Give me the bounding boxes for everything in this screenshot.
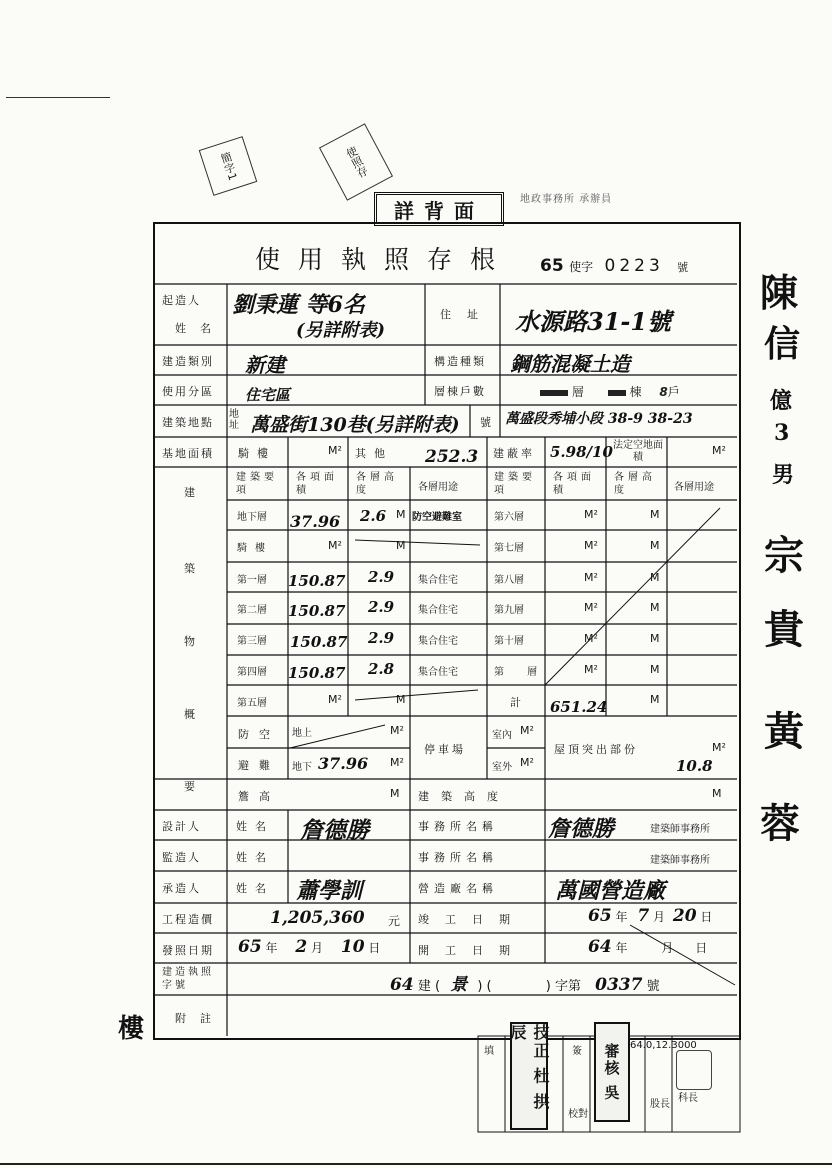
issue-date: [238, 937, 380, 957]
stamp-left-1: 簡字1: [199, 136, 258, 196]
label-builder: 起造人: [162, 294, 201, 307]
floor-label-7: 第七層: [494, 543, 524, 554]
right-margin-3: 億: [770, 388, 793, 414]
floor-height-1: 2.9: [368, 568, 395, 586]
label-coverage: 建蔽率: [493, 447, 535, 460]
total-label: 計: [510, 696, 523, 709]
permit-paren-open-1: (: [434, 979, 441, 994]
floor-label-6: 第六層: [494, 512, 524, 523]
households-unit: 戶: [667, 385, 680, 399]
category-value: 新建: [245, 353, 285, 377]
label-site-addr: 地址: [229, 409, 239, 431]
shelter-area-unit: M²: [712, 444, 726, 457]
footer-check: 簽: [572, 1046, 582, 1057]
floor-height-b1: 2.6: [360, 507, 387, 525]
unit-m2-5: M²: [328, 693, 342, 706]
label-lot: 號: [480, 416, 493, 429]
roof-unit: M²: [712, 741, 726, 754]
coverage-value: 5.98/10: [550, 443, 613, 461]
total-value: 651.24: [550, 698, 608, 716]
zone-value: 住宅區: [245, 386, 291, 404]
seal-small: [676, 1050, 712, 1090]
footer-proof: 校對: [568, 1109, 588, 1120]
parking-in-unit: M²: [520, 724, 534, 737]
floor-label-9: 第九層: [494, 605, 524, 616]
arcade-unit: M²: [328, 444, 342, 457]
unit-m-arcade: M: [396, 539, 406, 552]
buildings-unit: 棟: [629, 385, 642, 399]
floor-label-10: 第十層: [494, 636, 524, 647]
below-unit: M²: [390, 756, 404, 769]
footer-chief: 股長: [650, 1099, 670, 1110]
lot-value: 萬盛段秀埔小段 38-9 38-23: [505, 411, 693, 427]
permit-paren-close-2: ): [545, 979, 551, 994]
designer-name: 詹德勝: [300, 817, 369, 844]
form-title: 使用執照存根: [255, 245, 514, 274]
floor-label-1: 第一層: [237, 575, 267, 586]
right-margin-2: 信: [764, 323, 801, 365]
units-count: 8: [659, 385, 668, 399]
parking-in: 室內: [492, 730, 512, 741]
hdr-item-right: 建築要項: [494, 472, 536, 496]
floor-use-b1: 防空避難室: [412, 512, 462, 523]
unit-r-7a: M²: [584, 539, 598, 552]
contractor-firm: 萬國營造廠: [555, 878, 666, 904]
unit-r-8b: M: [650, 571, 660, 584]
issue-month-char: 月: [311, 941, 324, 955]
floors-scribble: [540, 390, 568, 396]
unit-r-9a: M²: [584, 601, 598, 614]
permit-number: 0337: [595, 975, 643, 995]
supervisor-label: 監造人: [162, 851, 201, 864]
floor-label-n: 第 層: [494, 667, 548, 678]
supervisor-office-label: 事務所名稱: [418, 851, 498, 864]
permit-char: 建: [417, 979, 431, 994]
label-floors-units: 層棟戶數: [434, 385, 486, 398]
unit-m2-arcade: M²: [328, 539, 342, 552]
finish-year-char: 年: [615, 910, 628, 924]
hdr-height-right: 各層高度: [614, 472, 656, 496]
other-value: 252.3: [425, 447, 479, 467]
issue-year-char: 年: [265, 941, 278, 955]
applicant-name: 劉秉蓮 等6名: [232, 292, 365, 318]
finish-day: 20: [672, 906, 697, 926]
below-label: 地下: [292, 762, 312, 773]
designer-label: 設計人: [162, 820, 201, 833]
unit-r-na: M²: [584, 663, 598, 676]
overview-side-2: 築: [184, 562, 197, 575]
start-year: 64: [588, 937, 612, 957]
finish-label: 竣工日期: [418, 913, 526, 926]
hdr-area-right: 各項面積: [553, 472, 595, 496]
margin-note: 樓: [118, 1014, 145, 1044]
unit-r-9b: M: [650, 601, 660, 614]
designer-name-label: 姓名: [236, 820, 274, 833]
hdr-use-left: 各層用途: [418, 482, 458, 493]
total-unit: M: [650, 693, 660, 706]
label-site: 建築地點: [162, 416, 214, 429]
finish-year: 65: [588, 906, 612, 926]
license-year: 65: [540, 256, 564, 276]
floor-area-b1: 37.96: [290, 512, 341, 531]
permit-year: 64: [390, 975, 414, 995]
permit-char-no: 字第: [554, 979, 581, 994]
above-label: 地上: [292, 728, 312, 739]
roof-value: 10.8: [676, 757, 713, 775]
hdr-use-right: 各層用途: [674, 482, 714, 493]
right-margin-4: 3: [774, 420, 790, 446]
contractor-name: 蕭學訓: [296, 878, 363, 904]
parking-label: 停車場: [424, 743, 466, 756]
issue-day: 10: [340, 937, 365, 957]
bldg-height-label: 建築高度: [418, 790, 510, 803]
permit-line: [390, 970, 660, 995]
start-year-char: 年: [615, 941, 628, 955]
label-zone: 使用分區: [162, 385, 214, 398]
floor-label-4: 第四層: [237, 667, 267, 678]
eave-label: 簷高: [238, 790, 280, 803]
finish-day-char: 日: [700, 910, 713, 924]
below-value: 37.96: [318, 754, 369, 773]
right-margin-1: 陳: [760, 270, 799, 315]
designer-office-label: 事務所名稱: [418, 820, 498, 833]
unit-m-b1: M: [396, 508, 406, 521]
floor-label-arcade: 騎樓: [237, 543, 273, 554]
label-base-area: 基地面積: [162, 447, 214, 460]
right-margin-8: 黃: [764, 708, 804, 755]
overview-side-3: 物: [184, 635, 197, 648]
issue-year: 65: [238, 937, 262, 957]
buildings-scribble: [608, 390, 626, 396]
unit-r-nb: M: [650, 663, 660, 676]
footer-ref-code: 64.0,12.3000: [630, 1040, 697, 1051]
finish-date: [588, 906, 712, 926]
supervisor-name-label: 姓名: [236, 851, 274, 864]
unit-r-6a: M²: [584, 508, 598, 521]
floor-label-2: 第二層: [237, 605, 267, 616]
label-arcade: 騎樓: [238, 447, 276, 460]
applicant-address: 水源路31-1號: [515, 307, 672, 336]
cost-value: 1,205,360: [270, 908, 365, 928]
floors-unit: 層: [571, 385, 584, 399]
unit-r-10b: M: [650, 632, 660, 645]
parking-out-unit: M²: [520, 756, 534, 769]
permit-label: 建造執照字號: [162, 967, 214, 991]
start-date: [588, 937, 707, 957]
contractor-name-label: 姓名: [236, 882, 274, 895]
unit-r-7b: M: [650, 539, 660, 552]
supervisor-office-suffix: 建築師事務所: [650, 855, 710, 866]
roof-label: 屋頂突出部份: [554, 743, 638, 756]
license-char: 使字: [569, 260, 594, 274]
license-suffix: 號: [677, 261, 689, 274]
unit-r-10a: M²: [584, 632, 598, 645]
stamp-section-chief: 技正 杜 拱辰: [510, 1022, 548, 1130]
designer-office: 詹德勝: [548, 816, 615, 842]
hdr-height-left: 各層高度: [356, 472, 398, 496]
floor-area-4: 150.87: [288, 664, 346, 682]
issue-month: 2: [295, 937, 308, 957]
shelter-label-1: 防空: [238, 728, 280, 741]
floor-area-2: 150.87: [288, 602, 346, 620]
label-applicant-name: 姓名: [175, 322, 225, 335]
floors-line: [540, 383, 680, 400]
finish-month-char: 月: [653, 910, 666, 924]
hdr-area-left: 各項面積: [296, 472, 338, 496]
right-margin-6: 宗: [764, 532, 804, 579]
overview-side-5: 要: [184, 780, 197, 793]
remarks-label: 附註: [175, 1012, 225, 1025]
floor-area-1: 150.87: [288, 572, 346, 590]
floor-height-2: 2.9: [368, 598, 395, 616]
label-address: 住址: [440, 308, 494, 321]
contractor-label: 承造人: [162, 882, 201, 895]
structure-value: 鋼筋混凝土造: [510, 352, 630, 376]
label-category: 建造類別: [162, 355, 214, 368]
permit-paren-close-1: ): [477, 979, 483, 994]
permit-paren-open-2: (: [486, 979, 492, 994]
floor-use-3: 集合住宅: [418, 636, 458, 647]
issue-label: 發照日期: [162, 944, 214, 957]
floor-label-b1: 地下層: [237, 512, 267, 523]
footer-fill: 填: [484, 1046, 494, 1057]
label-other: 其他: [355, 447, 393, 460]
floor-height-3: 2.9: [368, 629, 395, 647]
shelter-label-2: 避難: [238, 759, 280, 772]
stamp-left-2: 使照存: [319, 123, 393, 200]
start-day-char: 日: [695, 941, 708, 955]
footer-section: 科長: [678, 1093, 698, 1104]
floor-use-2: 集合住宅: [418, 605, 458, 616]
designer-office-suffix: 建築師事務所: [650, 824, 710, 835]
floor-label-5: 第五層: [237, 698, 267, 709]
floor-use-1: 集合住宅: [418, 575, 458, 586]
unit-r-8a: M²: [584, 571, 598, 584]
overview-side-4: 概: [184, 708, 197, 721]
start-month-char: 月: [661, 941, 674, 955]
stamp-see-back: 詳背面: [374, 192, 504, 226]
bldg-height-unit: M: [712, 787, 722, 800]
eave-unit: M: [390, 787, 400, 800]
top-right-note: 地政事務所 承辦員: [520, 194, 613, 205]
unit-m-5: M: [396, 693, 406, 706]
permit-type: 景: [450, 975, 468, 995]
permit-number-suffix: 號: [646, 979, 660, 994]
license-number: 0223: [604, 256, 664, 276]
right-margin-5: 男: [772, 462, 795, 488]
stamp-review: 審核 吳: [594, 1022, 630, 1122]
finish-month: 7: [637, 906, 650, 926]
contractor-firm-label: 營造廠名稱: [418, 882, 498, 895]
applicant-name-note: (另詳附表): [296, 320, 386, 341]
label-structure: 構造種類: [434, 355, 486, 368]
hdr-item-left: 建築要項: [236, 472, 278, 496]
overview-side-1: 建: [184, 486, 197, 499]
right-margin-9: 蓉: [760, 800, 800, 847]
site-address: 萬盛街130巷(另詳附表): [250, 414, 460, 436]
label-shelter-area: 法定空地面積: [613, 440, 663, 463]
cost-label: 工程造價: [162, 913, 214, 926]
floor-label-3: 第三層: [237, 636, 267, 647]
right-margin-7: 貴: [764, 606, 804, 653]
parking-out: 室外: [492, 762, 512, 773]
floor-use-4: 集合住宅: [418, 667, 458, 678]
start-label: 開工日期: [418, 944, 526, 957]
above-unit: M²: [390, 724, 404, 737]
floor-label-8: 第八層: [494, 575, 524, 586]
floor-height-4: 2.8: [368, 660, 395, 678]
floor-area-3: 150.87: [290, 633, 348, 651]
cost-yuan: 元: [388, 914, 401, 928]
unit-r-6b: M: [650, 508, 660, 521]
issue-day-char: 日: [368, 941, 381, 955]
